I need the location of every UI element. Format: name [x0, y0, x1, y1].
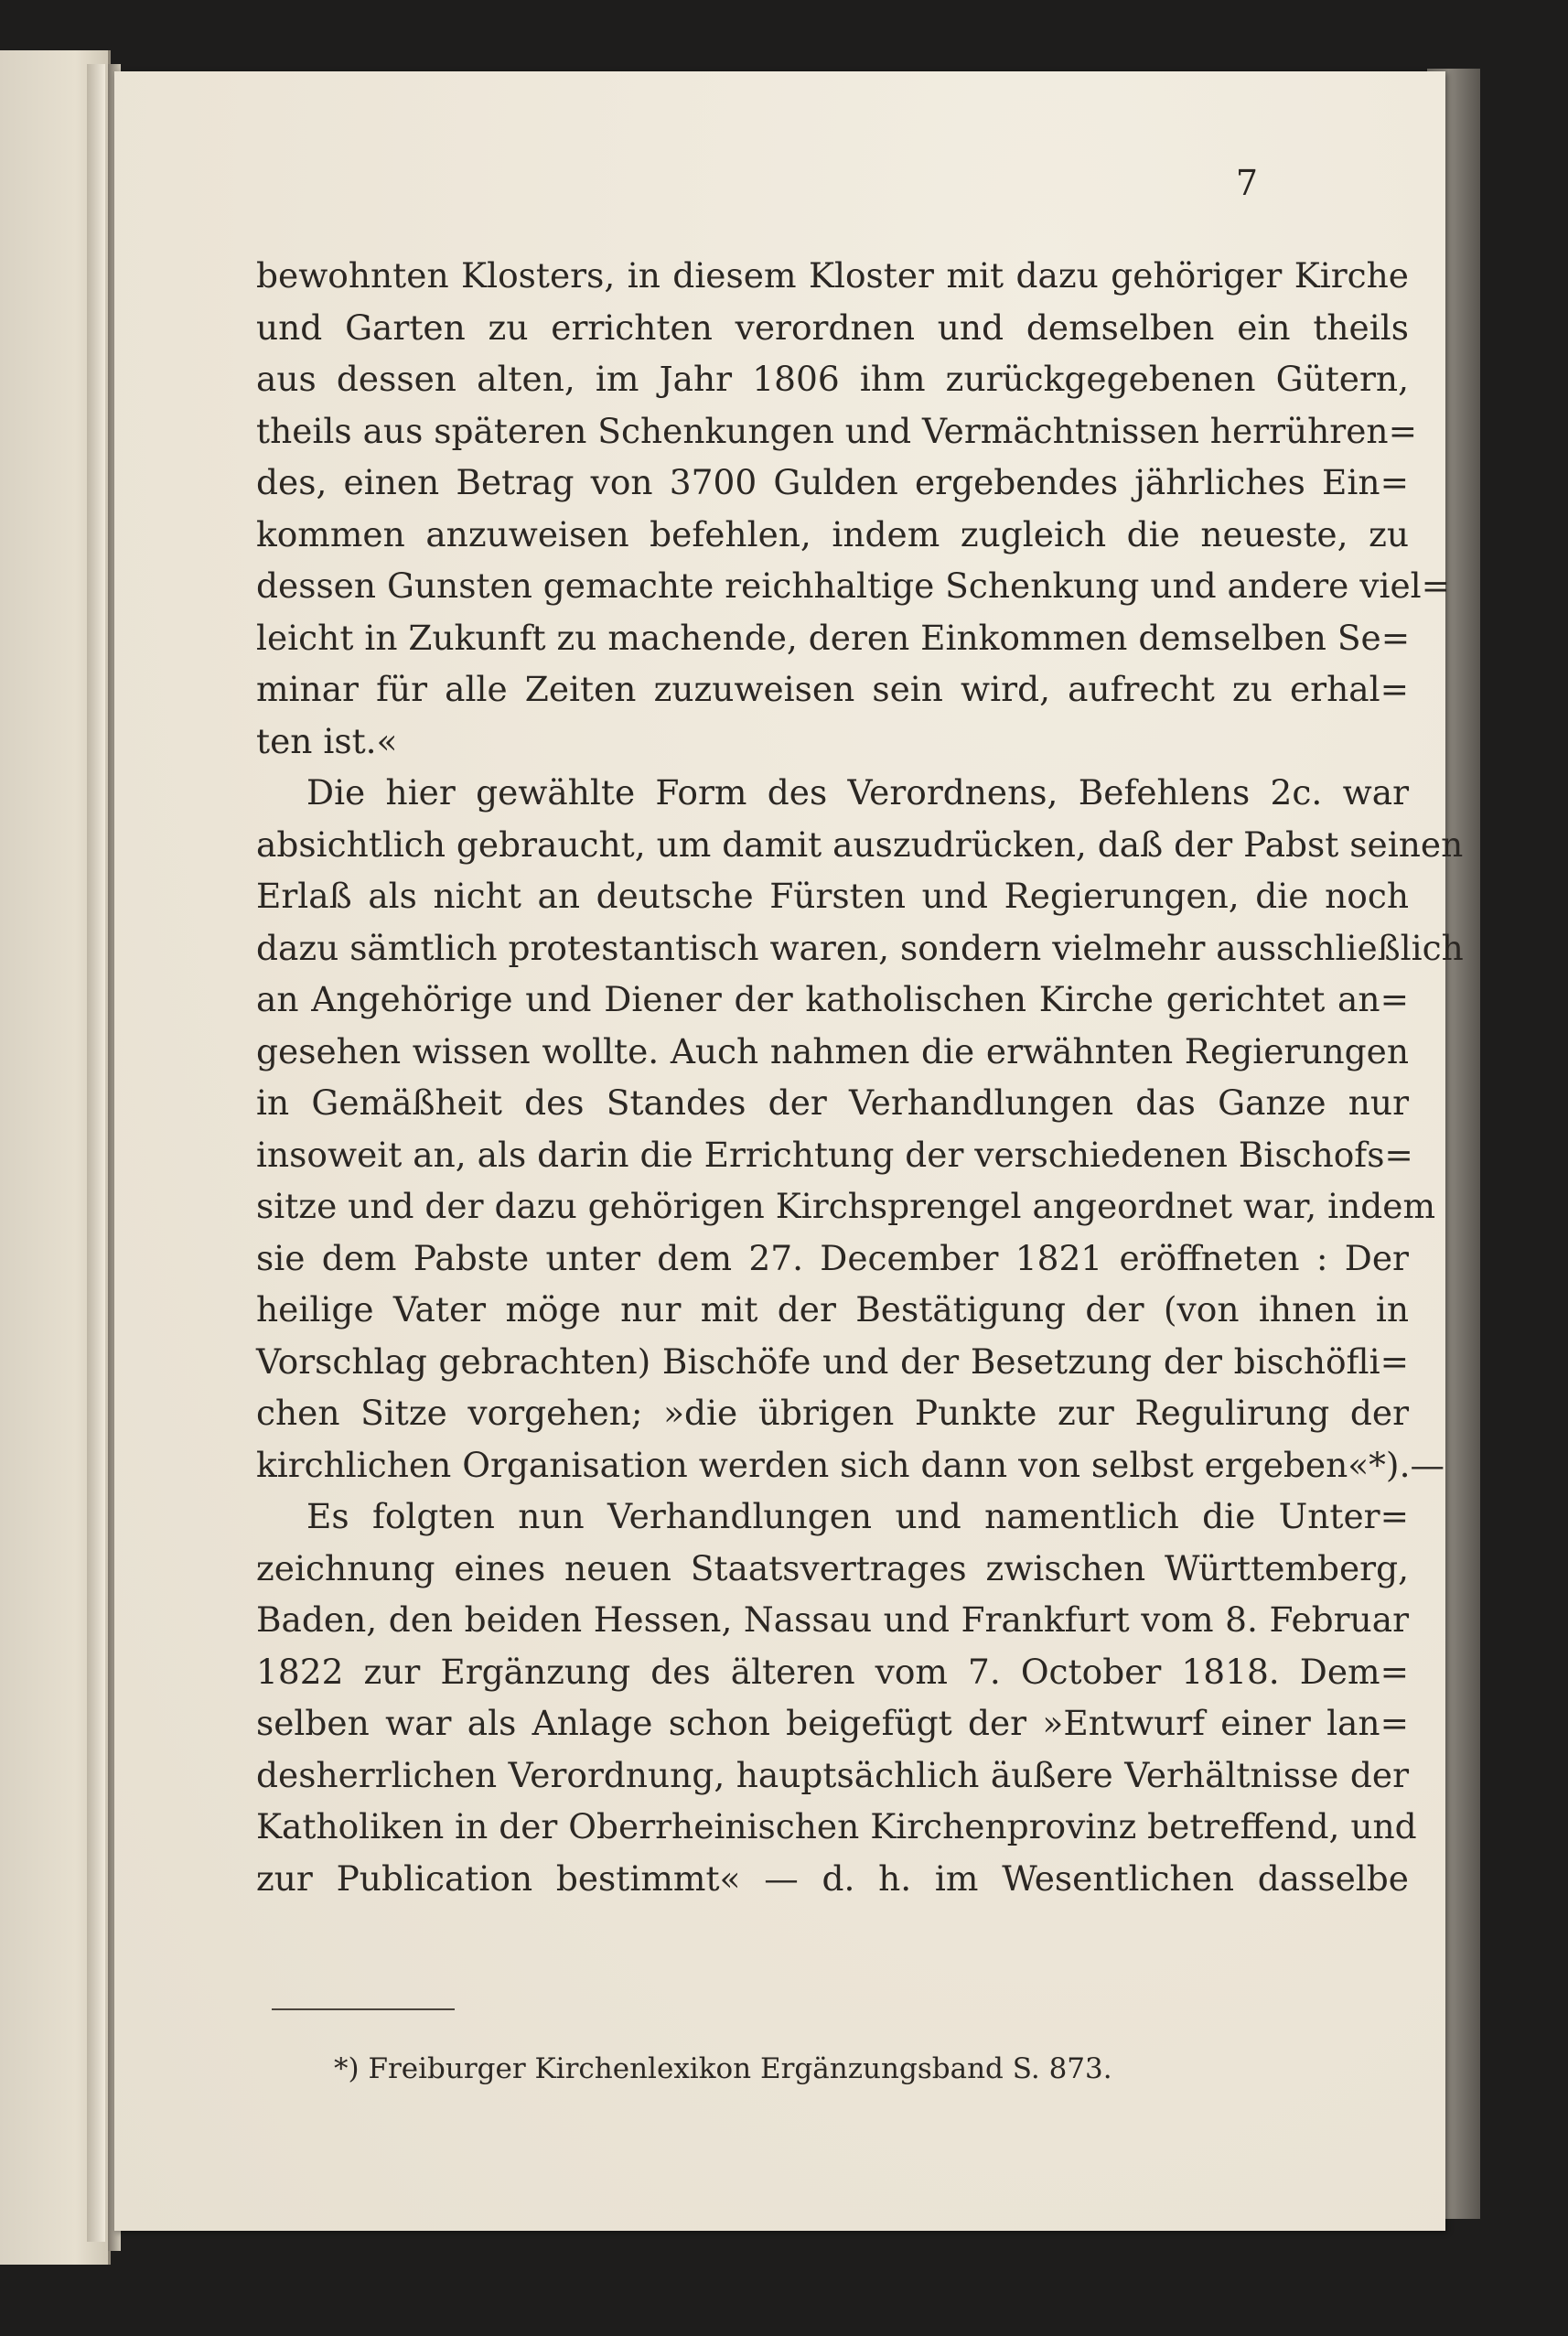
paragraph-start-line: Die hier gewählte Form des Verordnens, Befehlens 2c. war	[306, 772, 1409, 813]
text-line: 1822 zur Ergänzung des älteren vom 7. October 1818. Dem=	[256, 1651, 1409, 1692]
text-line: dessen Gunsten gemachte reichhaltige Schenkung und andere viel=	[256, 565, 1451, 606]
paragraph-start-line: Es folgten nun Verhandlungen und namentlich die Unter=	[306, 1496, 1409, 1536]
text-line: kirchlichen Organisation werden sich dann von selbst ergeben«*).—	[256, 1444, 1444, 1485]
text-line: des, einen Betrag von 3700 Gulden ergebendes jährliches Ein=	[256, 462, 1409, 502]
page-stack-edge	[87, 64, 105, 2242]
page-number: 7	[1235, 163, 1258, 203]
text-line: gesehen wissen wollte. Auch nahmen die erwähnten Regierungen	[256, 1030, 1409, 1071]
text-line: leicht in Zukunft zu machende, deren Einkommen demselben Se=	[256, 617, 1411, 658]
text-line: bewohnten Klosters, in diesem Kloster mit dazu gehöriger Kirche	[256, 255, 1409, 296]
text-line: chen Sitze vorgehen; »die übrigen Punkte zur Regulirung der	[256, 1393, 1409, 1433]
text-line: minar für alle Zeiten zuzuweisen sein wird, aufrecht zu erhal=	[256, 669, 1409, 709]
body-text	[256, 250, 1464, 1904]
text-line: Erlaß als nicht an deutsche Fürsten und Regierungen, die noch	[256, 876, 1409, 916]
text-line: absichtlich gebraucht, um damit auszudrücken, daß der Pabst seinen	[256, 824, 1464, 865]
text-line: und Garten zu errichten verordnen und demselben ein theils	[256, 307, 1409, 348]
text-line: insoweit an, als darin die Errichtung der verschiedenen Bischofs=	[256, 1134, 1413, 1175]
text-line: an Angehörige und Diener der katholischen Kirche gerichtet an=	[256, 979, 1409, 1019]
text-line: Baden, den beiden Hessen, Nassau und Frankfurt vom 8. Februar	[256, 1599, 1409, 1640]
text-line: kommen anzuweisen befehlen, indem zugleich die neueste, zu	[256, 513, 1409, 554]
text-line: desherrlichen Verordnung, hauptsächlich äußere Verhältnisse der	[256, 1754, 1409, 1795]
text-line: dazu sämtlich protestantisch waren, sondern vielmehr ausschließlich	[256, 927, 1464, 968]
text-line: zeichnung eines neuen Staatsvertrages zwischen Württemberg,	[256, 1547, 1409, 1588]
text-line: selben war als Anlage schon beigefügt der »Entwurf einer lan=	[256, 1703, 1409, 1743]
text-line: aus dessen alten, im Jahr 1806 ihm zurückgegebenen Gütern,	[256, 359, 1409, 399]
footnote: *) Freiburger Kirchenlexikon Ergänzungsband S. 873.	[334, 2052, 1112, 2085]
text-line: Vorschlag gebrachten) Bischöfe und der Besetzung der bischöfli=	[256, 1340, 1409, 1382]
text-line: in Gemäßheit des Standes der Verhandlungen das Ganze nur	[256, 1082, 1409, 1123]
text-line: heilige Vater möge nur mit der Bestätigung der (von ihnen in	[256, 1289, 1409, 1329]
footnote-divider	[272, 2008, 455, 2010]
book-page	[114, 71, 1464, 2231]
text-line: theils aus späteren Schenkungen und Vermächtnissen herrühren=	[256, 410, 1417, 451]
text-line: ten ist.«	[256, 720, 398, 761]
text-line: sie dem Pabste unter dem 27. December 1821 eröffneten : Der	[256, 1237, 1409, 1278]
text-line: zur Publication bestimmt« — d. h. im Wesentlichen dasselbe	[256, 1857, 1409, 1899]
text-line: Katholiken in der Oberrheinischen Kirchenprovinz betreffend, und	[256, 1806, 1417, 1846]
text-line: sitze und der dazu gehörigen Kirchsprengel angeordnet war, indem	[256, 1186, 1436, 1226]
